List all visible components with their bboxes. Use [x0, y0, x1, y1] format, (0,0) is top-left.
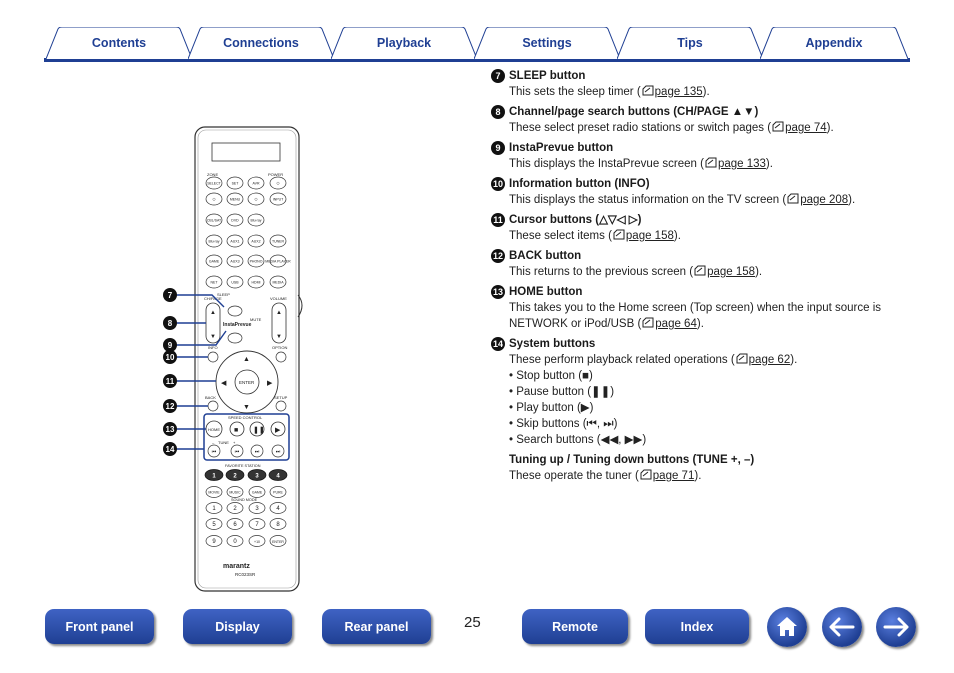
display-button[interactable]: Display: [183, 609, 292, 644]
page-link[interactable]: page 135: [654, 86, 703, 98]
item-7: [491, 68, 921, 100]
remote-skip-key: [251, 445, 263, 457]
bullet-item: • Stop button (■): [509, 370, 593, 382]
rear-panel-button[interactable]: Rear panel: [322, 609, 431, 644]
remote-zone-label: ZONE: [207, 172, 219, 177]
item-description: [491, 120, 921, 136]
remote-source-key: [227, 255, 243, 267]
front-panel-button[interactable]: Front panel: [45, 609, 154, 644]
item-number-badge: 8: [491, 105, 505, 119]
page-reference-icon: [694, 265, 706, 276]
item-title: SLEEP button: [509, 70, 586, 82]
svg-text:PHONO: PHONO: [249, 259, 263, 264]
remote-source-key: [206, 276, 222, 288]
remote-source-key: [270, 177, 286, 189]
remote-brand: marantz: [223, 563, 250, 570]
svg-text:GAME: GAME: [251, 490, 263, 495]
remote-back-label: BACK: [205, 395, 216, 400]
description-text: These operate the tuner (: [509, 470, 639, 482]
remote-favorite-key: [248, 470, 266, 481]
item-heading: [491, 104, 921, 120]
remote-favorite-key: [226, 470, 244, 481]
bullet-item: • Pause button (❚❚): [509, 386, 615, 398]
remote-source-key: [248, 214, 264, 226]
page-link[interactable]: page 133: [717, 158, 766, 170]
item-title: Cursor buttons (△▽◁ ▷): [509, 214, 642, 226]
tab-tips[interactable]: [617, 27, 763, 58]
svg-text:⏻: ⏻: [254, 197, 258, 202]
description-end: ).: [848, 194, 856, 206]
remote-number-key: [206, 503, 222, 514]
item-heading: [491, 212, 921, 228]
callout-13: [163, 422, 177, 436]
svg-text:▼: ▼: [276, 334, 282, 340]
remote-source-key: [206, 193, 222, 205]
remote-number-key: [249, 536, 265, 547]
remote-number-key: [249, 519, 265, 530]
remote-number-key: [270, 503, 286, 514]
remote-source-key: [248, 177, 264, 189]
item-number-badge: 7: [491, 69, 505, 83]
remote-number-key: [227, 503, 243, 514]
page-reference-icon: [772, 121, 784, 132]
svg-text:▲: ▲: [276, 310, 282, 316]
remote-home-label: HOME: [208, 427, 220, 432]
svg-text:CBL/SAT: CBL/SAT: [206, 218, 222, 223]
remote-sound-mode-label: SOUND MODE: [231, 498, 258, 502]
svg-text:0: 0: [233, 539, 237, 545]
item-title: System buttons: [509, 338, 596, 350]
index-button[interactable]: Index: [645, 609, 749, 644]
remote-chpage-label: CH/PAGE: [204, 296, 222, 301]
remote-model: RC023SR: [235, 572, 256, 577]
remote-mode-key: [270, 487, 286, 498]
svg-text:GAME: GAME: [208, 259, 220, 264]
page-reference-icon: [705, 157, 717, 168]
bullet-item: • Search buttons (◀◀, ▶▶): [509, 434, 647, 446]
tab-settings[interactable]: [474, 27, 620, 58]
svg-text:INPUT: INPUT: [272, 197, 284, 202]
page-reference-icon: [736, 353, 748, 364]
svg-text:PURE: PURE: [273, 490, 283, 495]
remote-source-key: [206, 177, 222, 189]
arrow-right-icon: [883, 617, 909, 637]
description-end: ).: [702, 86, 710, 98]
svg-text:▼: ▼: [243, 404, 250, 411]
svg-text:–: –: [212, 440, 215, 445]
item-title: Channel/page search buttons (CH/PAGE ▲▼): [509, 106, 759, 118]
item-8: [491, 104, 921, 136]
remote-mode-key: [227, 487, 243, 498]
svg-text:❚❚: ❚❚: [253, 427, 265, 434]
page-reference-icon: [787, 193, 799, 204]
item-description: [491, 264, 921, 280]
item-number-badge: 11: [491, 213, 505, 227]
description-text: This displays the status information on the TV screen (: [509, 194, 787, 206]
remote-enter-label: ENTER: [239, 380, 255, 385]
page-link[interactable]: page 158: [625, 230, 674, 242]
item-heading: [491, 248, 921, 264]
remote-instaprevue-label: InstaPrevue: [223, 322, 252, 328]
page-link[interactable]: page 208: [800, 194, 849, 206]
remote-source-key: [206, 235, 222, 247]
svg-text:⏻: ⏻: [212, 197, 216, 202]
page-link[interactable]: page 62: [748, 354, 791, 366]
svg-text:ENTER: ENTER: [272, 540, 284, 544]
svg-text:3: 3: [255, 506, 259, 512]
callout-7: [163, 288, 177, 302]
svg-text:▼: ▼: [210, 334, 216, 340]
remote-tune-label: TUNE: [218, 440, 229, 445]
svg-text:▶: ▶: [267, 380, 273, 387]
tab-label: Connections: [223, 35, 299, 50]
svg-text:⏭: ⏭: [254, 449, 260, 455]
tab-label: Settings: [522, 35, 572, 50]
page-link[interactable]: page 158: [707, 266, 756, 278]
item-description: [491, 352, 921, 368]
remote-setup-label: SETUP: [274, 395, 288, 400]
svg-text:NET: NET: [210, 280, 218, 285]
svg-text:1: 1: [212, 506, 216, 512]
item-12: [491, 248, 921, 280]
item-number-badge: 14: [492, 339, 503, 349]
svg-text:+10: +10: [254, 540, 260, 544]
svg-text:2: 2: [233, 506, 237, 512]
remote-source-key: [227, 276, 243, 288]
svg-text:▲: ▲: [243, 356, 250, 363]
remote-skip-key: [272, 445, 284, 457]
svg-text:◀: ◀: [221, 380, 227, 387]
svg-text:⏻: ⏻: [276, 181, 280, 186]
remote-info-label: INFO: [208, 345, 218, 350]
svg-text:HDMI: HDMI: [251, 280, 261, 285]
callout-12: [163, 399, 177, 413]
item-description: [491, 84, 921, 100]
remote-option-label: OPTION: [272, 345, 288, 350]
item-14: [491, 336, 921, 484]
home-icon: [775, 615, 799, 639]
remote-number-key: [206, 536, 222, 547]
svg-text:⏮: ⏮: [234, 449, 240, 455]
svg-text:2: 2: [233, 473, 237, 480]
remote-source-key: [206, 214, 222, 226]
remote-favorite-label: FAVORITE STATION: [225, 464, 261, 468]
arrow-left-icon: [829, 617, 855, 637]
svg-text:▲: ▲: [210, 310, 216, 316]
remote-speed-control-label: SPEED CONTROL: [228, 415, 263, 420]
svg-text:TUNER: TUNER: [271, 239, 285, 244]
item-title: InstaPrevue button: [509, 142, 614, 154]
svg-text:Blu-ray: Blu-ray: [208, 239, 220, 244]
page-reference-icon: [642, 317, 654, 328]
callout-10: [163, 350, 177, 364]
page-reference-icon: [640, 469, 652, 480]
remote-source-key: [227, 214, 243, 226]
item-13: [491, 284, 921, 332]
tab-label: Appendix: [805, 35, 863, 50]
remote-favorite-key: [205, 470, 223, 481]
item-10: [491, 176, 921, 208]
home-button[interactable]: [767, 607, 807, 647]
tab-playback[interactable]: [331, 27, 477, 58]
item-title: HOME button: [509, 286, 583, 298]
remote-source-key: [248, 276, 264, 288]
button-descriptions: [491, 68, 921, 488]
page-link[interactable]: page 74: [785, 122, 827, 134]
tuning-heading: Tuning up / Tuning down buttons (TUNE +, –): [509, 454, 755, 466]
tab-connections[interactable]: [188, 27, 334, 58]
page-number: 25: [464, 614, 481, 631]
bullet-item: • Skip buttons (⏮, ⏭): [509, 418, 618, 430]
item-number-badge: 12: [492, 251, 503, 261]
remote-source-key: [270, 276, 286, 288]
svg-text:4: 4: [276, 506, 280, 512]
remote-mute-label: MUTE: [250, 317, 262, 322]
page-reference-icon: [613, 229, 625, 240]
description-end: ).: [790, 354, 798, 366]
remote-source-key: [270, 235, 286, 247]
remote-favorite-key: [269, 470, 287, 481]
svg-text:AUX3: AUX3: [230, 259, 240, 264]
callout-11: [163, 374, 177, 388]
description-end: ).: [765, 158, 773, 170]
svg-text:DVD: DVD: [231, 218, 239, 223]
svg-text:AUX2: AUX2: [251, 239, 261, 244]
svg-text:■: ■: [234, 427, 239, 434]
description-end: ).: [696, 318, 704, 330]
tab-label: Tips: [677, 35, 703, 50]
description-end: ).: [673, 230, 681, 242]
item-title: BACK button: [509, 250, 582, 262]
page-link[interactable]: page 71: [652, 470, 695, 482]
callout-9: [163, 338, 177, 352]
remote-source-key: [248, 235, 264, 247]
item-heading: [491, 176, 921, 192]
page-reference-icon: [642, 85, 654, 96]
remote-number-key: [227, 519, 243, 530]
callout-8: [163, 316, 177, 330]
item-number-badge: 13: [492, 287, 503, 297]
description-end: ).: [755, 266, 763, 278]
description-text: These select preset radio stations or switch pages (: [509, 122, 772, 134]
description-end: ).: [694, 470, 702, 482]
svg-text:MENU: MENU: [229, 197, 241, 202]
remote-skip-key: [231, 445, 243, 457]
remote-source-key: [206, 255, 222, 267]
svg-text:▶: ▶: [275, 427, 281, 434]
svg-text:7: 7: [255, 522, 259, 528]
svg-text:6: 6: [233, 522, 237, 528]
svg-text:⏭: ⏭: [275, 449, 281, 455]
remote-power-label: POWER: [268, 172, 284, 177]
description-text: This displays the InstaPrevue screen (: [509, 158, 704, 170]
svg-text:7: 7: [167, 291, 173, 300]
svg-text:9: 9: [212, 539, 216, 545]
tuning-description: [491, 468, 921, 484]
svg-text:10: 10: [165, 353, 175, 362]
remote-number-key: [249, 503, 265, 514]
remote-source-key: [270, 193, 286, 205]
svg-text:MOVIE: MOVIE: [208, 490, 220, 495]
svg-text:11: 11: [165, 377, 175, 386]
svg-text:AUX1: AUX1: [230, 239, 240, 244]
svg-text:MUSIC: MUSIC: [229, 490, 241, 495]
remote-number-key: [227, 536, 243, 547]
item-description: [491, 156, 921, 172]
remote-number-key: [270, 519, 286, 530]
svg-text:4: 4: [276, 473, 280, 480]
svg-text:Blu-ray: Blu-ray: [250, 218, 262, 223]
svg-text:3: 3: [255, 473, 259, 480]
remote-source-key: [248, 255, 264, 267]
remote-mode-key: [206, 487, 222, 498]
svg-text:MEDIA: MEDIA: [272, 280, 284, 285]
item-description: [491, 300, 921, 332]
remote-source-key: [248, 193, 264, 205]
remote-button[interactable]: Remote: [522, 609, 628, 644]
svg-text:SET: SET: [231, 181, 239, 186]
svg-text:USB: USB: [231, 280, 239, 285]
remote-volume-label: VOLUME: [270, 296, 287, 301]
description-text: These perform playback related operations (: [509, 354, 735, 366]
item-heading: [491, 284, 921, 300]
page-link[interactable]: page 64: [655, 318, 697, 330]
svg-text:⏮: ⏮: [211, 449, 217, 455]
back-button[interactable]: [822, 607, 862, 647]
tab-contents[interactable]: [46, 27, 192, 58]
remote-skip-key: [208, 445, 220, 457]
item-description: [491, 192, 921, 208]
svg-text:12: 12: [165, 402, 175, 411]
svg-text:SELECT: SELECT: [207, 181, 221, 186]
remote-number-key: [270, 536, 286, 547]
item-heading: [491, 68, 921, 84]
svg-text:1: 1: [212, 473, 216, 480]
item-heading: [491, 336, 921, 352]
svg-text:8: 8: [167, 319, 173, 328]
description-text: This sets the sleep timer (: [509, 86, 641, 98]
svg-text:14: 14: [165, 445, 175, 454]
tab-bar: [0, 0, 954, 64]
svg-text:AVR: AVR: [252, 181, 260, 186]
tab-label: Playback: [376, 35, 432, 50]
remote-source-key: [227, 193, 243, 205]
svg-text:13: 13: [165, 425, 175, 434]
forward-button[interactable]: [876, 607, 916, 647]
remote-number-key: [206, 519, 222, 530]
description-text: This returns to the previous screen (: [509, 266, 694, 278]
remote-source-key: [227, 177, 243, 189]
description-text: These select items (: [509, 230, 612, 242]
item-description: [491, 228, 921, 244]
description-end: ).: [826, 122, 834, 134]
description-text: This takes you to the Home screen (Top screen) when the input source is NETWORK or iPod/USB (: [509, 302, 882, 330]
item-heading: [491, 140, 921, 156]
remote-source-key: [227, 235, 243, 247]
svg-text:5: 5: [212, 522, 216, 528]
svg-text:9: 9: [167, 341, 173, 350]
remote-mode-key: [249, 487, 265, 498]
item-number-badge: 9: [491, 141, 505, 155]
svg-text:8: 8: [276, 522, 280, 528]
item-11: [491, 212, 921, 244]
callout-14: [163, 442, 177, 456]
tab-appendix[interactable]: [760, 27, 908, 58]
item-title: Information button (INFO): [509, 178, 650, 190]
item-9: [491, 140, 921, 172]
item-number-badge: 10: [492, 179, 503, 189]
remote-control-illustration: [150, 125, 310, 595]
tab-label: Contents: [91, 35, 147, 50]
svg-text:MEDIA PLAYER: MEDIA PLAYER: [265, 259, 291, 264]
svg-text:+: +: [233, 440, 236, 445]
bullet-item: • Play button (▶): [509, 402, 594, 414]
remote-sleep-label: SLEEP: [217, 292, 230, 297]
